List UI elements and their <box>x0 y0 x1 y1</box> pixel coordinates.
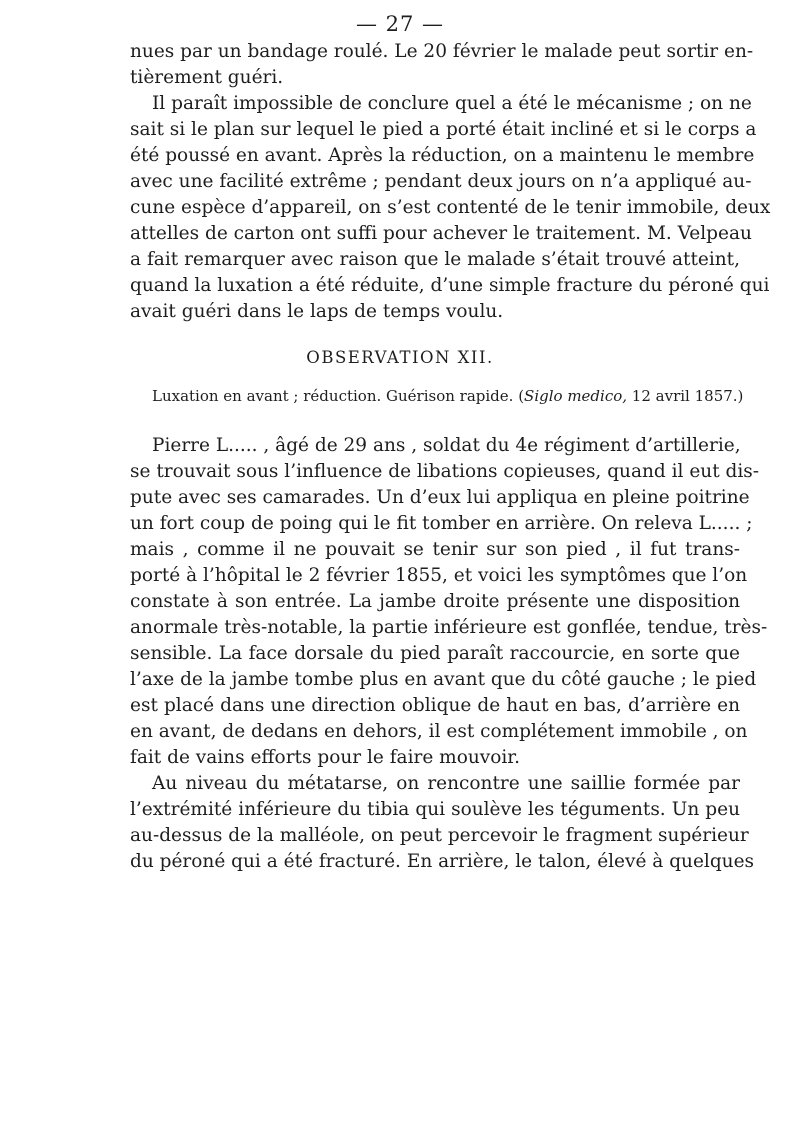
text-line: quand la luxation a été réduite, d’une simple fracture du péroné qui <box>130 275 770 296</box>
page-number: — 27 — <box>355 12 445 36</box>
observation-subtitle <box>152 386 744 406</box>
text-line: fait de vains efforts pour le faire mouvoir. <box>130 747 520 768</box>
text-line: du péroné qui a été fracturé. En arrière, le talon, élevé à quelques <box>130 851 755 872</box>
subtitle-text: Luxation en avant ; réduction. Guérison rapide. ( <box>152 387 525 405</box>
text-line: un fort coup de poing qui le fit tomber en arrière. On releva L..... ; <box>130 513 753 534</box>
text-line: attelles de carton ont suffi pour achever le traitement. M. Velpeau <box>130 223 752 244</box>
text-line: anormale très-notable, la partie inférieure est gonflée, tendue, très- <box>130 617 768 638</box>
text-line: avait guéri dans le laps de temps voulu. <box>130 301 504 322</box>
text-line: en avant, de dedans en dehors, il est complétement immobile , on <box>130 721 748 742</box>
text-line: cune espèce d’appareil, on s’est contenté de le tenir immobile, deux <box>130 197 771 218</box>
text-line: au-dessus de la malléole, on peut percevoir le fragment supérieur <box>130 825 749 846</box>
subtitle-source: Siglo medico, <box>524 387 628 405</box>
text-line: sait si le plan sur lequel le pied a porté était incliné et si le corps a <box>130 119 757 140</box>
text-line: nues par un bandage roulé. Le 20 février le malade peut sortir en- <box>130 41 754 62</box>
text-line: constate à son entrée. La jambe droite présente une disposition <box>130 591 740 612</box>
text-line: pute avec ses camarades. Un d’eux lui appliqua en pleine poitrine <box>130 487 750 508</box>
text-line: tièrement guéri. <box>130 67 284 88</box>
text-line: a fait remarquer avec raison que le malade s’était trouvé atteint, <box>130 249 740 270</box>
text-line: est placé dans une direction oblique de haut en bas, d’arrière en <box>130 695 740 716</box>
text-line: Il paraît impossible de conclure quel a été le mécanisme ; on ne <box>152 93 752 114</box>
text-line: Au niveau du métatarse, on rencontre une saillie formée par <box>152 773 740 794</box>
text-line: été poussé en avant. Après la réduction, on a maintenu le membre <box>130 145 755 166</box>
text-line: l’extrémité inférieure du tibia qui soulève les téguments. Un peu <box>130 799 740 820</box>
subtitle-date: 12 avril 1857.) <box>627 387 744 405</box>
text-line: avec une facilité extrême ; pendant deux jours on n’a appliqué au- <box>130 171 752 192</box>
text-line: Pierre L..... , âgé de 29 ans , soldat du 4e régiment d’artillerie, <box>152 435 741 456</box>
observation-heading: OBSERVATION XII. <box>306 348 494 367</box>
text-line: se trouvait sous l’influence de libations copieuses, quand il eut dis- <box>130 461 760 482</box>
text-line: l’axe de la jambe tombe plus en avant que du côté gauche ; le pied <box>130 669 757 690</box>
text-line: porté à l’hôpital le 2 février 1855, et voici les symptômes que l’on <box>130 565 748 586</box>
text-line: mais , comme il ne pouvait se tenir sur son pied , il fut trans- <box>130 539 740 560</box>
text-line: sensible. La face dorsale du pied paraît raccourcie, en sorte que <box>130 643 740 664</box>
